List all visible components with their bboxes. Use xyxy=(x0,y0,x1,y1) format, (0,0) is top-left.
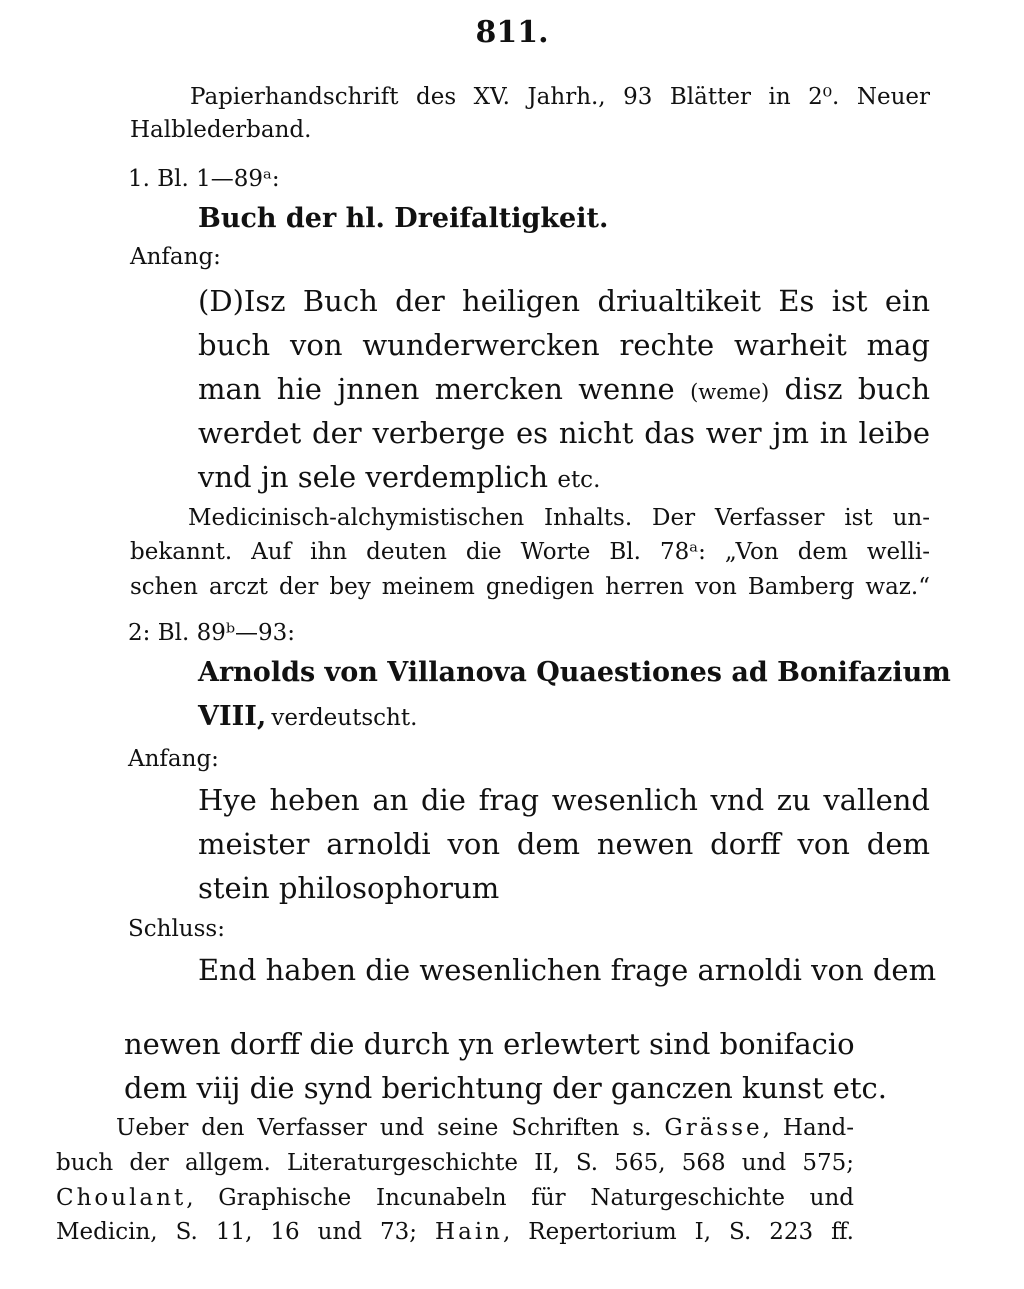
manuscript-description-line-1: Papierhandschrift des XV. Jahrh., 93 Blätter in 2⁰. Neuer xyxy=(190,84,930,110)
manuscript-description-line-2: Halblederband. xyxy=(130,117,312,143)
item2-title-line-2 xyxy=(198,703,417,730)
author-name-hain: Hain xyxy=(435,1219,503,1245)
item1-note-line-3: schen arczt der bey meinem gnedigen herren von Bamberg waz.“ xyxy=(130,574,930,600)
literature-line-1-text: Ueber den Verfasser und seine Schriften s. xyxy=(116,1115,652,1141)
item1-incipit-line-2: buch von wunderwercken rechte warheit mag xyxy=(198,328,930,362)
item1-incipit-line-5-text: vnd jn sele verdemplich xyxy=(198,460,549,494)
item2-explicit-line-1: End haben die wesenlichen frage arnoldi von dem xyxy=(198,953,937,987)
literature-line-1 xyxy=(116,1117,854,1140)
item2-title-line-1: Arnolds von Villanova Quaestiones ad Bonifazium xyxy=(198,657,951,688)
author-name-choulant: Choulant xyxy=(56,1185,187,1211)
item2-anfang-label: Anfang: xyxy=(128,746,219,772)
item2-explicit-line-3: dem viij die synd berichtung der ganczen kunst etc. xyxy=(124,1071,887,1105)
item1-incipit-line-3-part-1: man hie jnnen mercken wenne xyxy=(198,372,675,406)
item1-incipit-line-5 xyxy=(198,460,601,494)
item1-note-line-1: Medicinisch-alchymistischen Inhalts. Der Verfasser ist un- xyxy=(188,505,930,531)
item1-incipit-line-4: werdet der verberge es nicht das wer jm in leibe xyxy=(198,416,930,450)
literature-line-4-end: , Repertorium I, S. 223 ff. xyxy=(503,1219,854,1245)
item1-note-line-2: bekannt. Auf ihn deuten die Worte Bl. 78ᵃ: „Von dem welli- xyxy=(130,539,930,565)
item2-schluss-label: Schluss: xyxy=(128,916,225,942)
item2-explicit-line-2: newen dorff die durch yn erlewtert sind bonifacio xyxy=(124,1027,855,1061)
item2-incipit-line-1: Hye heben an die frag wesenlich vnd zu vallend xyxy=(198,783,930,817)
item2-folio-reference: 2: Bl. 89ᵇ—93: xyxy=(128,620,296,646)
item2-title-numeral: VIII, xyxy=(198,701,267,732)
literature-line-4-start: Medicin, S. 11, 16 und 73; xyxy=(56,1219,418,1245)
item2-title-suffix: verdeutscht. xyxy=(271,705,418,731)
item1-incipit-line-1: (D)Isz Buch der heiligen driualtikeit Es ist ein xyxy=(198,284,930,318)
literature-line-4 xyxy=(56,1221,854,1244)
item1-incipit-line-3-part-2: disz buch xyxy=(784,372,931,406)
item1-anfang-label: Anfang: xyxy=(130,244,221,270)
author-name-grasse: Grässe xyxy=(664,1115,763,1141)
item1-title: Buch der hl. Dreifaltigkeit. xyxy=(198,203,609,234)
item1-incipit-line-3 xyxy=(198,372,931,406)
page-number: 811. xyxy=(475,15,549,50)
literature-line-2: buch der allgem. Literaturgeschichte II, S. 565, 568 und 575; xyxy=(56,1150,854,1176)
literature-line-3 xyxy=(56,1187,854,1210)
editorial-insertion-weme: (weme) xyxy=(690,380,770,404)
literature-line-3-text: , Graphische Incunabeln für Naturgeschichte und xyxy=(186,1185,854,1211)
etc-abbreviation: etc. xyxy=(557,467,601,493)
item2-incipit-line-3: stein philosophorum xyxy=(198,871,500,905)
item2-incipit-line-2: meister arnoldi von dem newen dorff von dem xyxy=(198,827,930,861)
literature-line-1-end: , Hand- xyxy=(762,1115,854,1141)
item1-folio-reference: 1. Bl. 1—89ᵃ: xyxy=(128,166,280,192)
